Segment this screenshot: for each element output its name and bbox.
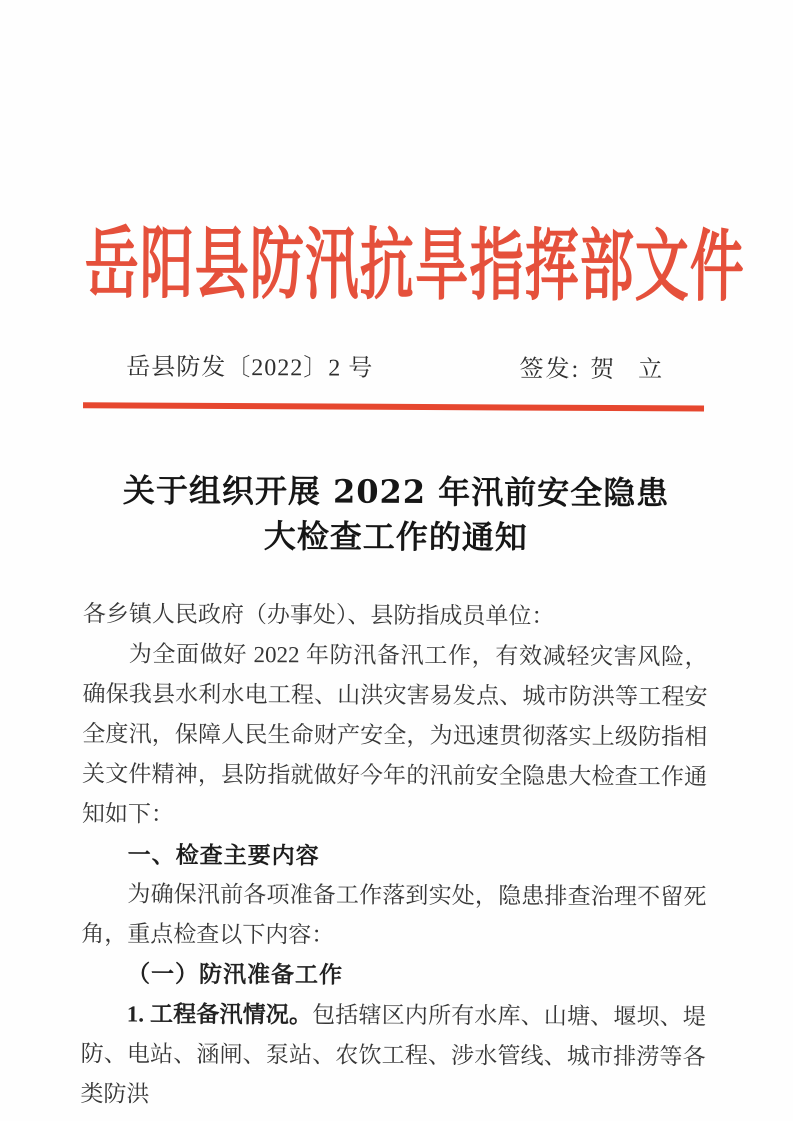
document-body [80,594,708,1117]
item-1-lead: 1. 工程备汛情况。 [126,1001,313,1028]
item-1-project-readiness [80,994,706,1117]
paragraph-intro: 为全面做好 2022 年防汛备汛工作，有效减轻灾害风险，确保我县水利水电工程、山洪灾害易发点、城市防洪等工程安全度汛，保障人民生命财产安全，为迅速贯彻落实上级防指相关文件精神，县防指就做好今年的汛前安全隐患大检查工作通知如下： [81,641,708,827]
subsection-heading-flood-preparation: （一）防汛准备工作 [126,961,344,988]
red-divider-line [83,402,704,411]
doc-info-row [84,352,709,385]
salutation: 各乡镇人民政府（办事处）、县防指成员单位： [82,601,555,629]
issuer-label: 签发: [519,356,581,383]
document-title [83,468,708,561]
masthead-org-title: 岳阳县防汛抗旱指挥部文件 [84,216,746,313]
issuer [519,355,671,386]
section-heading-main-contents: 一、检查主要内容 [127,841,320,869]
issuer-name: 贺 立 [590,356,672,384]
document-title-line2: 大检查工作的通知 [263,517,528,557]
document-title-line1: 关于组织开展 2022 年汛前安全隐患 [122,471,670,513]
item-1-text: 包括辖区内所有水库、山塘、堰坝、堤防、电站、涵闸、泵站、农饮工程、涉水管线、城市排涝等各类防洪 [80,1002,706,1107]
paragraph-inspection-scope: 为确保汛前各项准备工作落到实处，隐患排查治理不留死角，重点检查以下内容： [81,881,707,948]
doc-number: 岳县防发〔2022〕2 号 [126,354,374,382]
